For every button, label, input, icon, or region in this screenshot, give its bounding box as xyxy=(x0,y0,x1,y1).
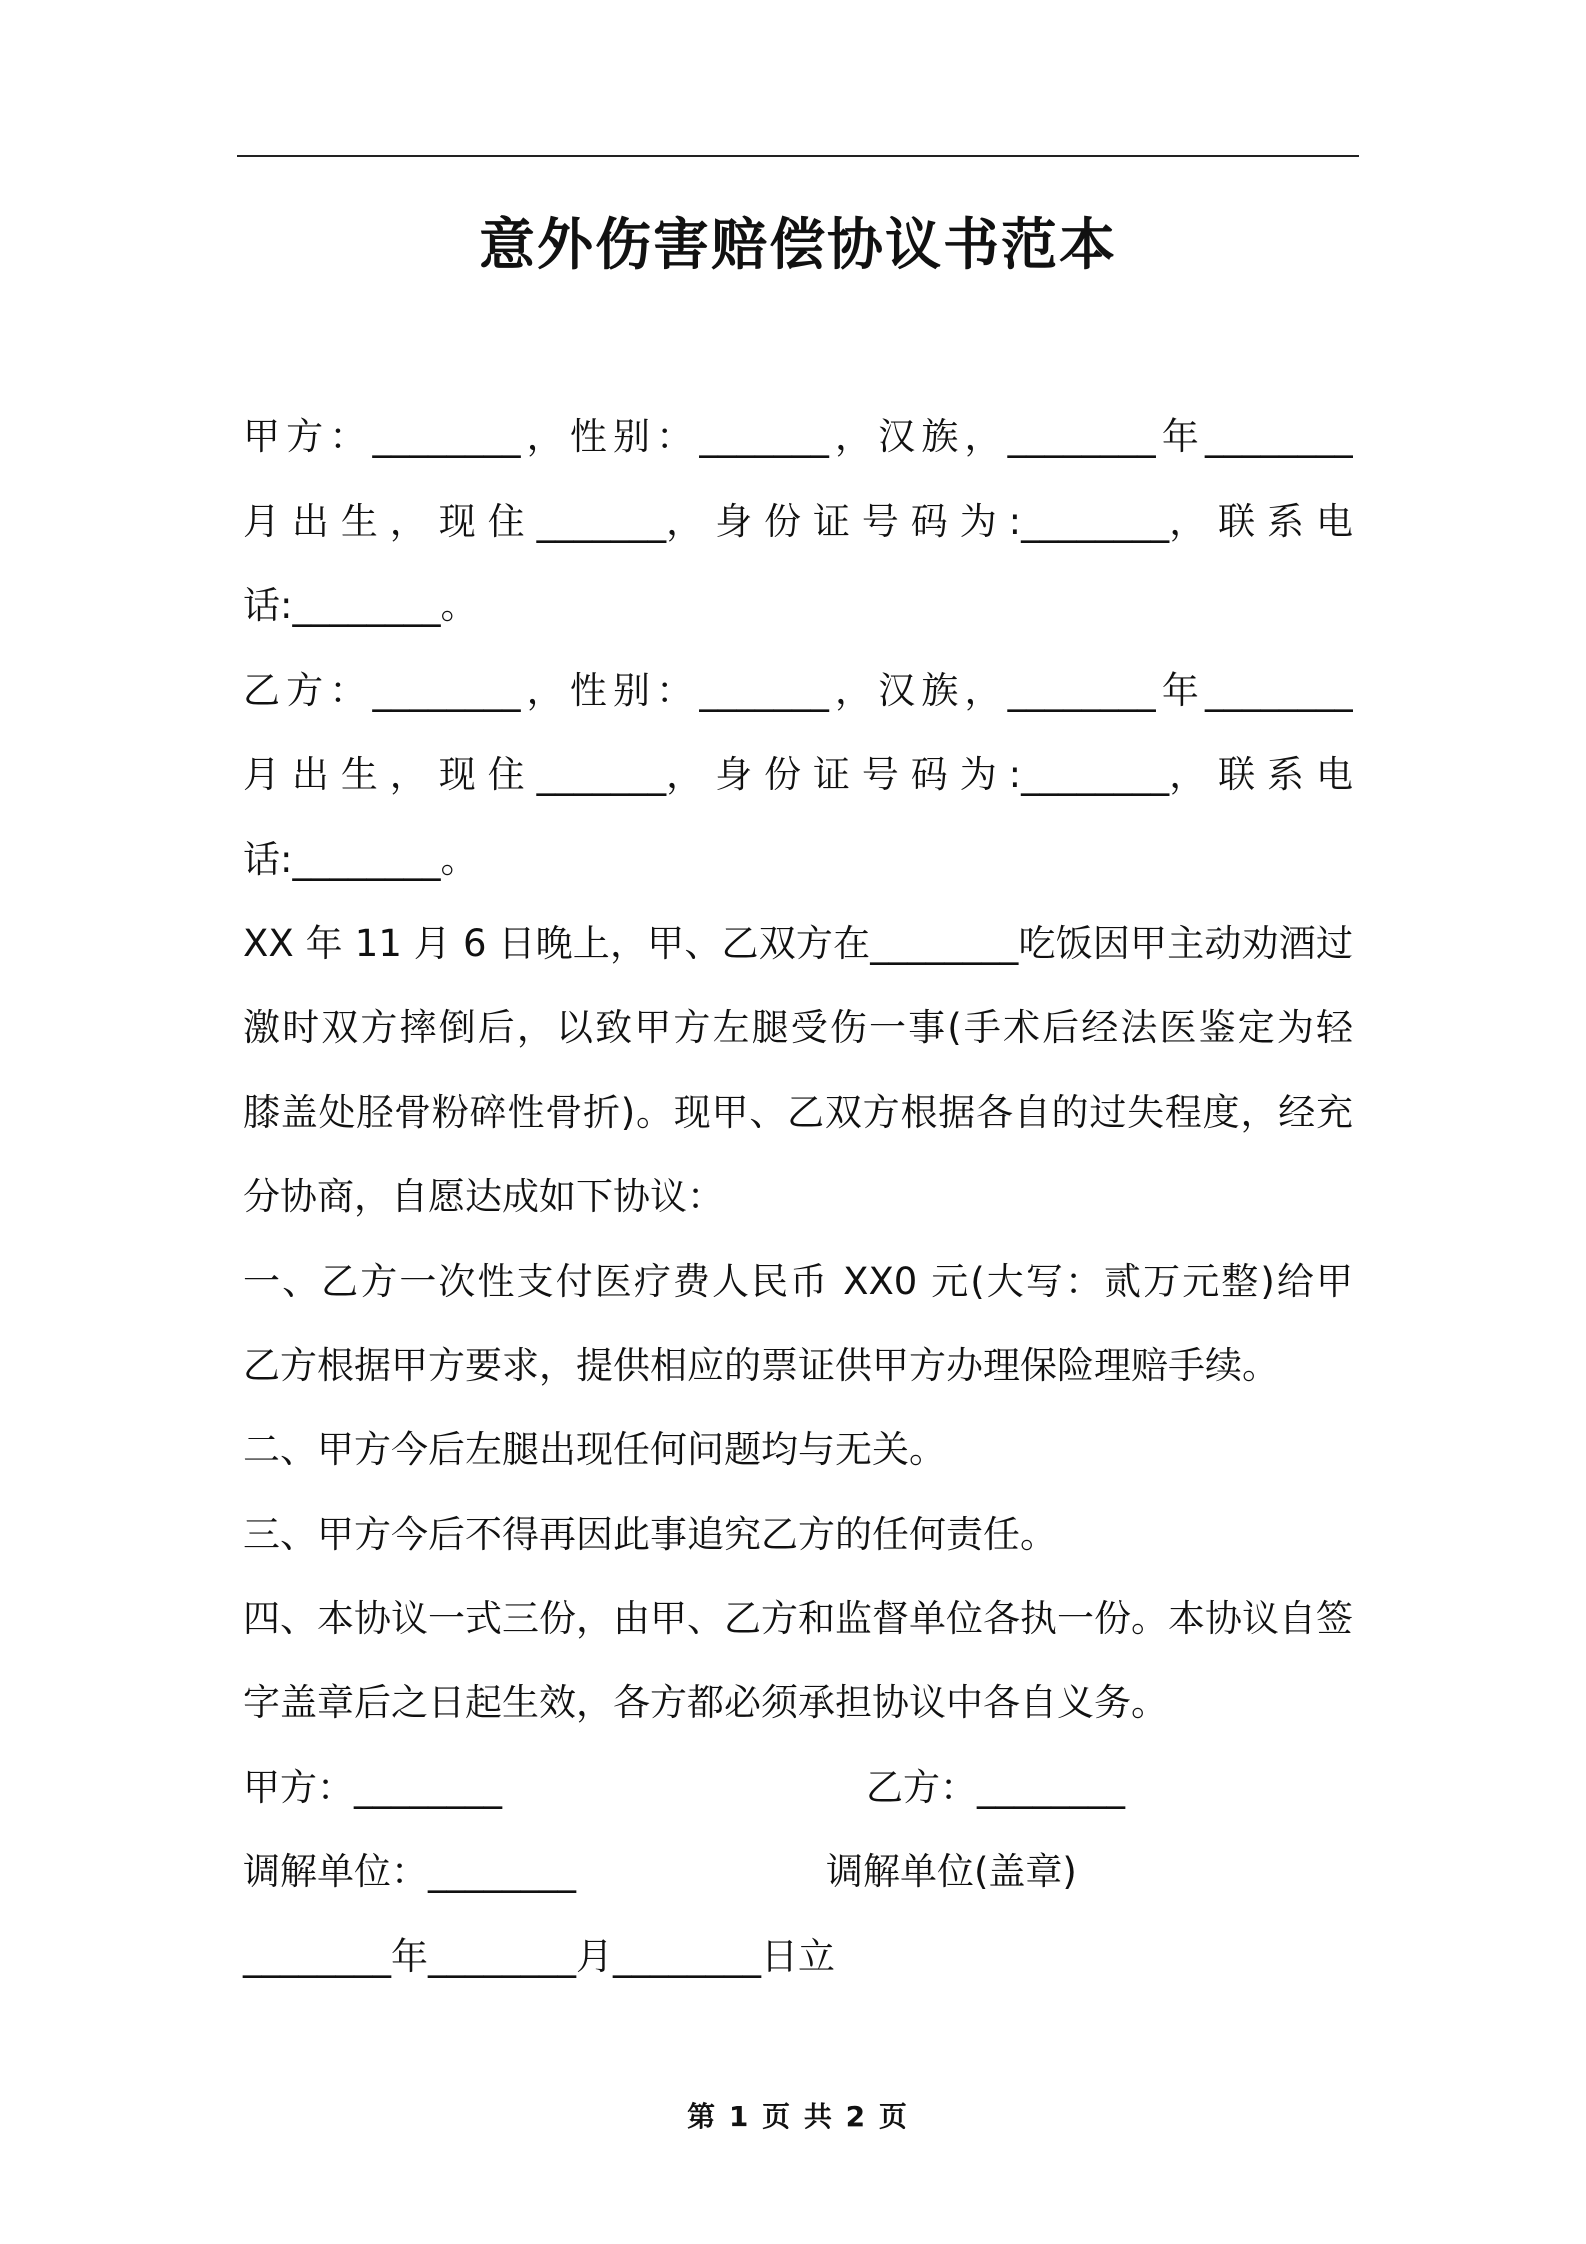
mediator-stamp: 调解单位(盖章) xyxy=(826,1850,1077,1893)
incident-line-4: 分协商，自愿达成如下协议： xyxy=(243,1175,724,1218)
clause-3: 三、甲方今后不得再因此事追究乙方的任何责任。 xyxy=(243,1513,1057,1556)
party-b-line-3: 话:________。 xyxy=(243,838,478,881)
mediator-label: 调解单位：________ xyxy=(243,1850,576,1893)
signature-party-b: 乙方：________ xyxy=(866,1766,1125,1809)
signing-date: ________年________月________日立 xyxy=(243,1935,835,1978)
clause-2: 二、甲方今后左腿出现任何问题均与无关。 xyxy=(243,1428,946,1471)
party-b-line-1: 乙方：________，性别：_______，汉族，________年________ xyxy=(243,669,1353,712)
party-b-line-2: 月 出 生 ， 现 住 _______， 身 份 证 号 码 为 :________， 联 系 电 xyxy=(243,753,1353,796)
party-a-line-3: 话:________。 xyxy=(243,584,478,627)
header-rule xyxy=(237,155,1359,157)
clause-4-line-1: 四、本协议一式三份，由甲、乙方和监督单位各执一份。本协议自签 xyxy=(243,1597,1353,1640)
clause-4-line-2: 字盖章后之日起生效，各方都必须承担协议中各自义务。 xyxy=(243,1681,1168,1724)
party-a-line-2: 月 出 生 ， 现 住 _______， 身 份 证 号 码 为 :________， 联 系 电 xyxy=(243,500,1353,543)
page-number: 第 1 页 共 2 页 xyxy=(687,2100,909,2133)
signature-party-a: 甲方：________ xyxy=(243,1766,502,1809)
party-a-line-1: 甲方：________，性别：_______，汉族，________年________ xyxy=(243,415,1353,458)
incident-line-2: 激时双方摔倒后，以致甲方左腿受伤一事(手术后经法医鉴定为轻 xyxy=(243,1006,1353,1049)
clause-1-line-1: 一、乙方一次性支付医疗费人民币 XX0 元(大写：贰万元整)给甲 xyxy=(243,1260,1353,1303)
document-title: 意外伤害赔偿协议书范本 xyxy=(479,213,1117,278)
incident-line-1: XX 年 11 月 6 日晚上，甲、乙双方在________吃饭因甲主动劝酒过 xyxy=(243,922,1353,965)
clause-1-line-2: 乙方根据甲方要求，提供相应的票证供甲方办理保险理赔手续。 xyxy=(243,1344,1279,1387)
incident-line-3: 膝盖处胫骨粉碎性骨折)。现甲、乙双方根据各自的过失程度，经充 xyxy=(243,1091,1353,1134)
